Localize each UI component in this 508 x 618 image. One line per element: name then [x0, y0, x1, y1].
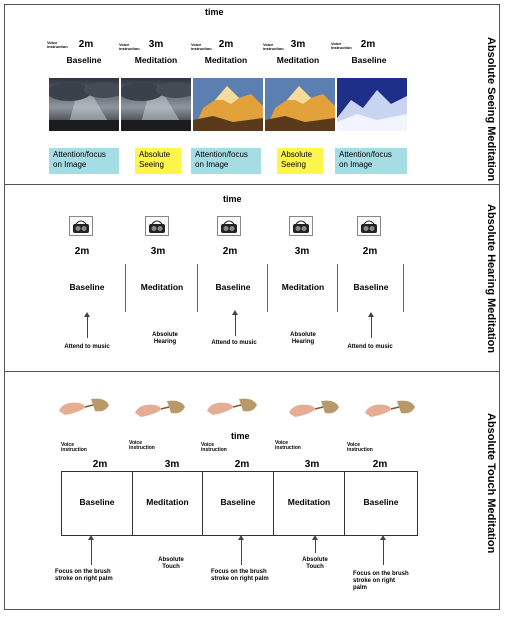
time-label: time: [205, 7, 224, 17]
segment-caption: Absolute Hearing: [152, 332, 178, 345]
voice-cue: Voice instruction: [61, 442, 87, 453]
segment-divider: [403, 264, 404, 312]
radio-icon: [357, 216, 381, 236]
up-arrow: [87, 316, 88, 338]
radio-icon: [145, 216, 169, 236]
phase-label: Baseline: [363, 497, 399, 507]
up-arrow: [235, 314, 236, 336]
segment-caption: Focus on the brush stroke on right palm: [55, 569, 113, 582]
phase-label: Meditation: [287, 497, 331, 507]
hand-brush-image: [205, 393, 261, 419]
voice-cue: Voice instruction: [191, 42, 212, 51]
instruction-box: Absolute Seeing: [135, 148, 181, 174]
duration-label: 2m: [74, 246, 90, 257]
up-arrow: [91, 539, 92, 565]
phase-label: Baseline: [353, 282, 389, 292]
instruction-box: Attention/focus on Image: [191, 148, 261, 174]
phase-label: Meditation: [140, 282, 184, 292]
duration-label: 2m: [372, 459, 388, 470]
sunlit-mountain-image: [265, 78, 335, 131]
voice-cue: Voice instruction: [129, 440, 155, 451]
segment-divider: [337, 264, 338, 312]
instruction-box: Attention/focus on Image: [49, 148, 119, 174]
phase-label: Meditation: [134, 55, 178, 65]
duration-label: 3m: [164, 459, 180, 470]
instruction-box: Attention/focus on Image: [335, 148, 407, 174]
duration-label: 2m: [92, 459, 108, 470]
duration-label: 3m: [150, 246, 166, 257]
phase-label: Meditation: [276, 55, 320, 65]
duration-label: 3m: [290, 39, 306, 50]
segment-caption: Attend to music: [64, 344, 110, 350]
phase-label: Baseline: [220, 497, 256, 507]
hand-brush-image: [57, 393, 113, 419]
voice-cue: Voice instruction: [47, 40, 68, 49]
panel-title: Absolute Hearing Meditation: [485, 204, 497, 354]
voice-cue: Voice instruction: [201, 442, 227, 453]
sunlit-mountain-image: [193, 78, 263, 131]
phase-label: Baseline: [79, 497, 115, 507]
hand-brush-image: [363, 395, 419, 421]
phase-label: Baseline: [351, 55, 387, 65]
segment-caption: Absolute Touch: [302, 557, 328, 570]
touch-panel: [5, 373, 499, 609]
duration-label: 2m: [222, 246, 238, 257]
segment-divider: [125, 264, 126, 312]
up-arrow: [241, 539, 242, 565]
up-arrow: [371, 316, 372, 338]
snowy-mountain-image: [337, 78, 407, 131]
segment-caption: Absolute Touch: [158, 557, 184, 570]
segment-caption: Absolute Hearing: [290, 332, 316, 345]
time-label: time: [223, 194, 242, 204]
voice-cue: Voice instruction: [275, 440, 301, 451]
radio-icon: [69, 216, 93, 236]
hand-brush-image: [287, 395, 343, 421]
duration-label: 2m: [234, 459, 250, 470]
duration-label: 2m: [360, 39, 376, 50]
duration-label: 3m: [148, 39, 164, 50]
duration-label: 2m: [218, 39, 234, 50]
time-label: time: [231, 431, 250, 441]
radio-icon: [289, 216, 313, 236]
duration-label: 2m: [362, 246, 378, 257]
phase-label: Meditation: [204, 55, 248, 65]
phase-label: Meditation: [146, 497, 189, 507]
up-arrow: [383, 539, 384, 565]
storm-clouds-image: [121, 78, 191, 131]
up-arrow: [315, 539, 316, 553]
segment-caption: Focus on the brush stroke on right palm: [353, 571, 409, 591]
duration-label: 3m: [294, 246, 310, 257]
panel-title: Absolute Touch Meditation: [485, 413, 497, 554]
radio-icon: [217, 216, 241, 236]
voice-cue: Voice instruction: [347, 442, 373, 453]
voice-cue: Voice instruction: [331, 41, 352, 50]
storm-clouds-image: [49, 78, 119, 131]
segment-caption: Attend to music: [211, 340, 257, 346]
instruction-box: Absolute Seeing: [277, 148, 323, 174]
phase-label: Baseline: [66, 55, 102, 65]
segment-divider: [197, 264, 198, 312]
segment-caption: Focus on the brush stroke on right palm: [211, 569, 269, 582]
phase-label: Baseline: [69, 282, 105, 292]
phase-label: Baseline: [215, 282, 251, 292]
hearing-panel: [5, 186, 499, 372]
segment-caption: Attend to music: [347, 344, 393, 350]
duration-label: 2m: [78, 39, 94, 50]
segment-divider: [267, 264, 268, 312]
panel-title: Absolute Seeing Meditation: [485, 37, 497, 182]
duration-label: 3m: [304, 459, 320, 470]
voice-cue: Voice instruction: [119, 42, 140, 51]
seeing-panel: [5, 5, 499, 185]
phase-label: Meditation: [281, 282, 325, 292]
hand-brush-image: [133, 395, 189, 421]
voice-cue: Voice instruction: [263, 42, 284, 51]
